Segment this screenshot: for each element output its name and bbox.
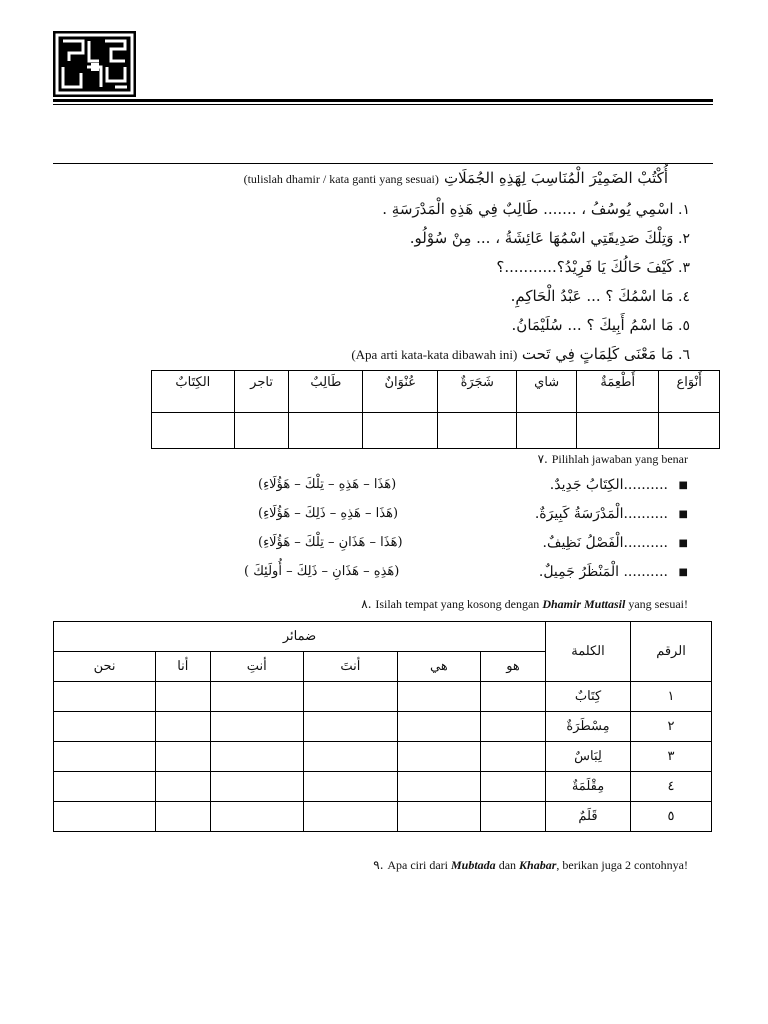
vocab-table	[151, 370, 720, 449]
instruction-latin: (tulislah dhamir / kata ganti yang sesuai)	[243, 172, 439, 186]
answer-cell[interactable]	[54, 712, 156, 742]
question-8-title	[361, 597, 688, 612]
row-number: ٥	[631, 802, 712, 832]
pronoun-header: هو	[481, 652, 546, 682]
pronoun-header: أنا	[156, 652, 210, 682]
q7-sentence: ..........الكِتَابُ جَدِيدٌ.	[549, 477, 668, 493]
answer-cell[interactable]	[289, 413, 363, 449]
answer-cell[interactable]	[54, 772, 156, 802]
question-latin: Pilihlah jawaban yang benar	[551, 452, 688, 466]
question-9	[373, 858, 688, 873]
question-7-title	[538, 452, 688, 467]
question-number: ٢.	[678, 231, 690, 247]
question-number: ٣.	[678, 260, 690, 276]
answer-cell[interactable]	[304, 802, 398, 832]
vocab-word: شاي	[517, 371, 577, 413]
row-number: ٢	[631, 712, 712, 742]
answer-cell[interactable]	[481, 772, 546, 802]
q8-text: yang sesuai!	[625, 597, 688, 611]
col-header-number: الرقم	[631, 622, 712, 682]
answer-cell[interactable]	[577, 413, 659, 449]
answer-cell[interactable]	[152, 413, 235, 449]
row-word: كِتَابٌ	[546, 682, 631, 712]
row-number: ٣	[631, 742, 712, 772]
row-number: ٤	[631, 772, 712, 802]
answer-cell[interactable]	[156, 682, 210, 712]
vocab-word: أَنْوَاع	[659, 371, 720, 413]
question-4	[511, 287, 690, 305]
question-number: ٥.	[678, 318, 690, 334]
answer-cell[interactable]	[438, 413, 517, 449]
answer-cell[interactable]	[156, 712, 210, 742]
answer-cell[interactable]	[363, 413, 438, 449]
answer-cell[interactable]	[481, 682, 546, 712]
q7-options: (هَذَا – هَذِهِ – ذَلِكَ – هَؤُلَاءِ)	[258, 506, 399, 521]
answer-cell[interactable]	[397, 742, 480, 772]
question-number: ٩.	[373, 858, 384, 872]
answer-cell[interactable]	[397, 802, 480, 832]
q9-emphasis: Khabar	[519, 858, 557, 872]
q7-sentence: .......... الْمَنْظَرُ جَمِيلٌ.	[538, 564, 668, 580]
answer-cell[interactable]	[210, 802, 304, 832]
table-row	[54, 742, 712, 772]
header-rule-thick	[53, 99, 713, 102]
question-number: ٦.	[678, 347, 690, 363]
answer-cell[interactable]	[304, 742, 398, 772]
q8-text: Isilah tempat yang kosong dengan	[375, 597, 543, 611]
table-row	[54, 712, 712, 742]
pronoun-header: هي	[397, 652, 480, 682]
answer-cell[interactable]	[517, 413, 577, 449]
answer-cell[interactable]	[304, 682, 398, 712]
answer-cell[interactable]	[54, 802, 156, 832]
answer-cell[interactable]	[54, 682, 156, 712]
bullet: ■	[678, 480, 688, 491]
q9-text: , berikan juga 2 contohnya!	[556, 858, 688, 872]
table-row	[54, 772, 712, 802]
vocab-word: طَالِبٌ	[289, 371, 363, 413]
question-5	[512, 316, 690, 334]
q8-emphasis: Dhamir Muttasil	[542, 597, 626, 611]
q7-sentence: ..........الْفَصْلُ نَظِيفٌ.	[542, 535, 668, 551]
vocab-word: أَطْعِمَةٌ	[577, 371, 659, 413]
q7-options: (هَذَا – هَذَانِ – تِلْكَ – هَؤُلَاءِ)	[258, 535, 403, 550]
question-3	[496, 258, 690, 276]
answer-cell[interactable]	[210, 712, 304, 742]
question-2	[410, 229, 690, 247]
question-text: اسْمِي يُوسُفُ ، ....... طَالِبٌ فِي هَذِهِ الْمَدْرَسَةِ .	[382, 200, 674, 218]
answer-cell[interactable]	[156, 742, 210, 772]
pronoun-header: أنتِ	[210, 652, 304, 682]
q7-options: (هَذِهِ – هَذَانِ – ذَلِكَ – أُولَئِكَ )	[244, 564, 400, 579]
question-number: ١.	[678, 202, 690, 218]
answer-cell[interactable]	[659, 413, 720, 449]
table-row	[54, 802, 712, 832]
q9-text: Apa ciri dari	[387, 858, 451, 872]
answer-cell[interactable]	[304, 712, 398, 742]
answer-cell[interactable]	[481, 712, 546, 742]
question-6	[351, 345, 690, 363]
instruction-arabic: أُكْتُبْ الضَمِيْرَ الْمُنَاسِبَ لِهَذِهِ الجُمَلَاتِ	[443, 169, 668, 187]
bullet: ■	[678, 509, 688, 520]
vocab-word: تاجر	[234, 371, 289, 413]
question-latin: (Apa arti kata-kata dibawah ini)	[351, 347, 518, 362]
answer-cell[interactable]	[210, 742, 304, 772]
section-rule	[53, 163, 713, 164]
pronoun-header: نحن	[54, 652, 156, 682]
answer-cell[interactable]	[54, 742, 156, 772]
question-text: مَا اسْمُكَ ؟ ... عَبْدُ الْحَاكِمِ.	[510, 287, 674, 305]
vocab-word: عُنْوَانٌ	[363, 371, 438, 413]
q9-emphasis: Mubtada	[451, 858, 496, 872]
answer-cell[interactable]	[481, 802, 546, 832]
bullet: ■	[678, 538, 688, 549]
question-text: كَيْفَ حَالُكَ يَا فَرِيْدُ؟...........؟	[496, 258, 674, 276]
answer-cell[interactable]	[210, 682, 304, 712]
answer-cell[interactable]	[234, 413, 289, 449]
answer-cell[interactable]	[397, 682, 480, 712]
answer-cell[interactable]	[397, 772, 480, 802]
question-number: ٤.	[678, 289, 690, 305]
pronoun-header: أنتَ	[304, 652, 398, 682]
dhamir-table	[53, 621, 712, 832]
question-text: مَا اسْمُ أَبِيكَ ؟ ... سُلَيْمَانُ.	[511, 316, 674, 334]
row-number: ١	[631, 682, 712, 712]
kufic-logo	[53, 31, 136, 97]
question-1	[382, 200, 690, 218]
q7-options: (هَذَا – هَذِهِ – تِلْكَ – هَؤُلَاءِ)	[258, 477, 397, 492]
header-rule-thin	[53, 104, 713, 105]
question-text: مَا مَعْنَى كَلِمَاتٍ فِي تَحت	[521, 345, 674, 363]
col-header-pronouns: ضمائر	[54, 622, 546, 652]
question-number: ٧.	[537, 452, 548, 466]
row-word: لِبَاسٌ	[546, 742, 631, 772]
answer-cell[interactable]	[397, 712, 480, 742]
table-row	[54, 682, 712, 712]
row-word: قَلَمٌ	[546, 802, 631, 832]
instruction	[244, 168, 668, 187]
bullet: ■	[678, 567, 688, 578]
q9-text: dan	[495, 858, 520, 872]
col-header-word: الكلمة	[546, 622, 631, 682]
answer-cell[interactable]	[156, 772, 210, 802]
row-word: مِسْطَرَةٌ	[546, 712, 631, 742]
question-number: ٨.	[361, 597, 372, 611]
answer-cell[interactable]	[304, 772, 398, 802]
answer-cell[interactable]	[156, 802, 210, 832]
row-word: مِقْلَمَةٌ	[546, 772, 631, 802]
vocab-word: الكِتَابٌ	[152, 371, 235, 413]
vocab-word: شَجَرَةٌ	[438, 371, 517, 413]
question-text: وَتِلْكَ صَدِيقَتِي اسْمُهَا عَائِشَةُ ، ... مِنْ سُوْلُو.	[409, 229, 674, 247]
answer-cell[interactable]	[210, 772, 304, 802]
q7-sentence: ..........الْمَدْرَسَةُ كَبِيرَةٌ.	[534, 506, 668, 522]
answer-cell[interactable]	[481, 742, 546, 772]
